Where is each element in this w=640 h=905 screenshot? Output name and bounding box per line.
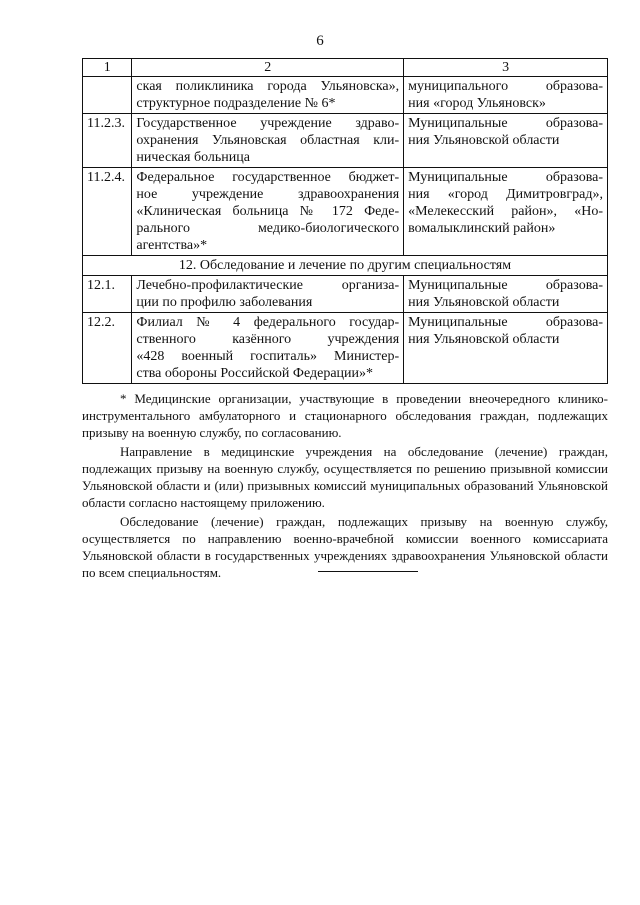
row-number: 12.1. xyxy=(83,276,132,313)
organization-cell xyxy=(132,276,404,313)
organization-cell-line: «428 военный госпиталь» Министер- xyxy=(136,349,400,364)
territory-cell-line: Муниципальные образова- xyxy=(408,278,603,293)
territory-cell-line: ния Ульяновской области xyxy=(408,295,560,310)
territory-cell xyxy=(404,168,608,256)
territory-cell-line: вомалыклинский район» xyxy=(408,221,556,236)
organization-cell xyxy=(132,313,404,384)
table-row xyxy=(83,313,608,384)
organization-cell xyxy=(132,114,404,168)
footer-divider xyxy=(318,571,418,572)
territory-cell-line: ния «город Ульяновск» xyxy=(408,96,546,111)
territory-cell xyxy=(404,77,608,114)
header-col-1: 1 xyxy=(83,59,132,77)
section-row xyxy=(83,256,608,276)
organizations-table xyxy=(82,58,608,384)
organization-cell-line: ства обороны Российской Федерации»* xyxy=(136,366,374,381)
organization-cell-line: рального медико-биологического xyxy=(136,221,400,236)
territory-cell-line: ния Ульяновской области xyxy=(408,332,560,347)
organization-cell xyxy=(132,168,404,256)
notes-block xyxy=(82,390,608,583)
organization-cell-line: охранения Ульяновская областная кли- xyxy=(136,133,400,148)
notes-paragraph-referral: Направление в медицинские учреждения на обследование (лечение) граждан, подлежащих призыву на военную службу, осуществляется по решению призывной комиссии Ульяновской области и (или) призывных комиссий муниципальных образований Ульяновской области согласно настоящему приложению. xyxy=(82,444,608,510)
organization-cell-line: ственного казённого учреждения xyxy=(136,332,400,347)
organization-cell-line: Федеральное государственное бюджет- xyxy=(136,170,400,185)
organization-cell-line: структурное подразделение № 6* xyxy=(136,96,336,111)
section-title: 12. Обследование и лечение по другим специальностям xyxy=(83,256,608,276)
territory-cell xyxy=(404,114,608,168)
row-number: 11.2.4. xyxy=(83,168,132,256)
territory-cell xyxy=(404,276,608,313)
table-row xyxy=(83,77,608,114)
header-col-3: 3 xyxy=(404,59,608,77)
table-header-row xyxy=(83,59,608,77)
territory-cell-line: ния Ульяновской области xyxy=(408,133,560,148)
page-number: 6 xyxy=(316,33,324,49)
table-row xyxy=(83,276,608,313)
organization-cell-line: Лечебно-профилактические организа- xyxy=(136,278,400,293)
territory-cell-line: «Мелекесский район», «Но- xyxy=(408,204,603,219)
organization-cell xyxy=(132,77,404,114)
organization-cell-line: ции по профилю заболевания xyxy=(136,295,313,310)
organization-cell-line: ное учреждение здравоохранения xyxy=(136,187,400,202)
territory-cell-line: Муниципальные образова- xyxy=(408,315,603,330)
territory-cell-line: ния «город Димитровград», xyxy=(408,187,603,202)
territory-cell-line: муниципального образова- xyxy=(408,79,603,94)
organization-cell-line: агентства»* xyxy=(136,238,208,253)
organization-cell-line: Филиал № 4 федерального государ- xyxy=(136,315,400,330)
row-number xyxy=(83,77,132,114)
organization-cell-line: «Клиническая больница № 172 Феде- xyxy=(136,204,400,219)
header-col-2: 2 xyxy=(132,59,404,77)
footnote-paragraph: * Медицинские организации, участвующие в проведении внеочередного клинико-инструментального амбулаторного и стационарного обследования граждан, подлежащих призыву на военную службу, по согласованию. xyxy=(82,391,608,440)
table-row xyxy=(83,168,608,256)
table-row xyxy=(83,114,608,168)
organization-cell-line: ская поликлиника города Ульяновска», xyxy=(136,79,400,94)
territory-cell xyxy=(404,313,608,384)
territory-cell-line: Муниципальные образова- xyxy=(408,170,603,185)
organization-cell-line: Государственное учреждение здраво- xyxy=(136,116,400,131)
territory-cell-line: Муниципальные образова- xyxy=(408,116,603,131)
organization-cell-line: ническая больница xyxy=(136,150,250,165)
notes-paragraph-examination: Обследование (лечение) граждан, подлежащих призыву на военную службу, осуществляется по направлению военно-врачебной комиссии военного комиссариата Ульяновской области в государственных учреждениях здравоохранения Ульяновской области по всем специальностям. xyxy=(82,514,608,580)
row-number: 12.2. xyxy=(83,313,132,384)
row-number: 11.2.3. xyxy=(83,114,132,168)
